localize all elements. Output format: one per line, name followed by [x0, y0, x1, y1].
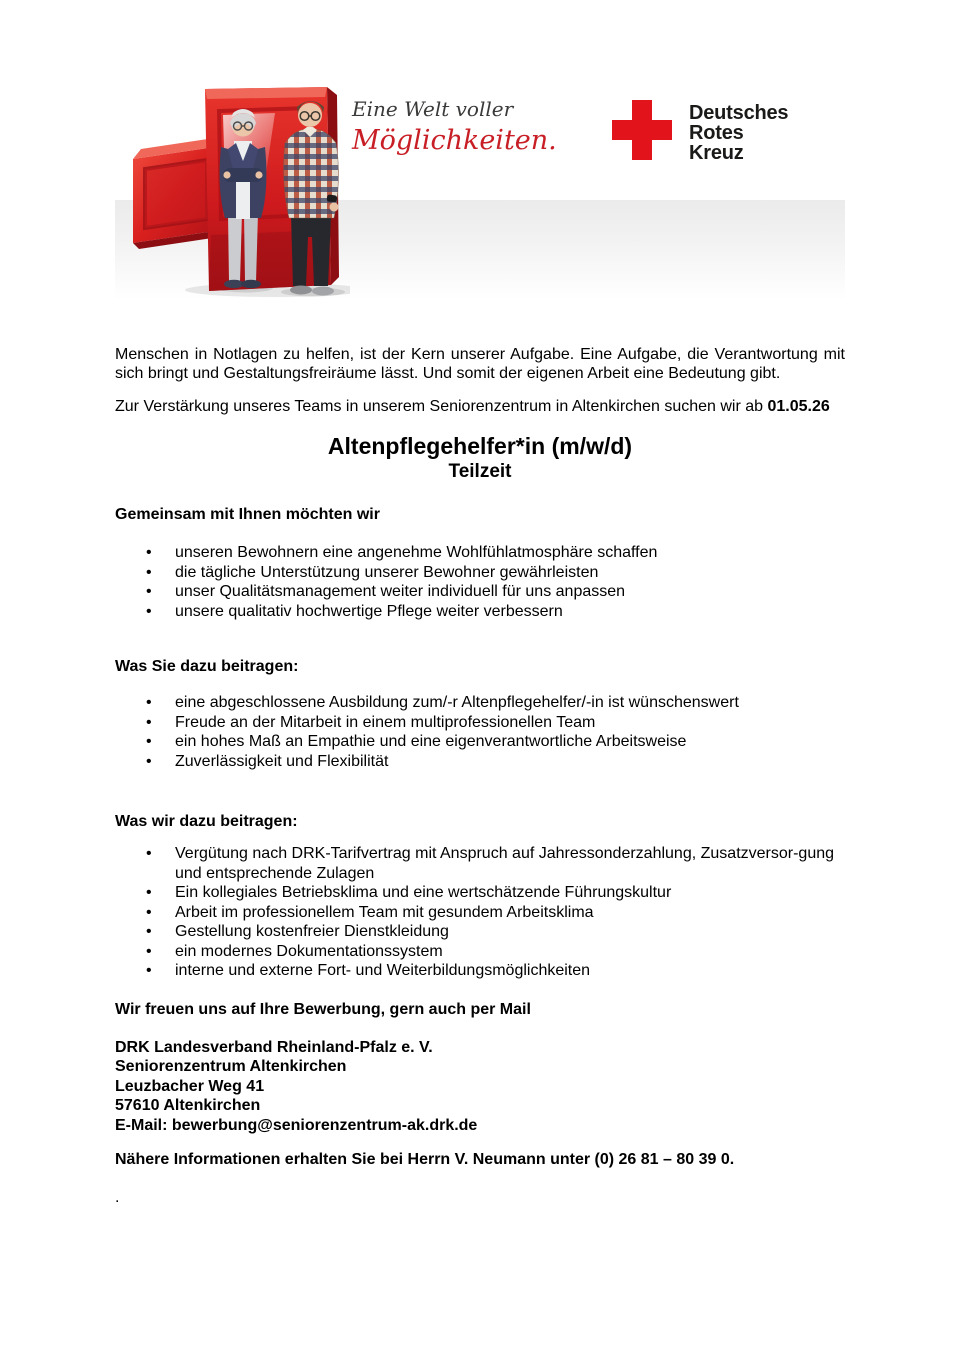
section-heading: Was wir dazu beitragen:	[115, 813, 298, 830]
bullet-item: • Gestellung kostenfreier Dienstkleidung	[115, 922, 845, 942]
campaign-slogan	[352, 97, 557, 157]
slogan-line-2: Möglichkeiten.	[352, 125, 557, 156]
job-title: Altenpflegehelfer*in (m/w/d)	[327, 433, 633, 459]
logo-word-1: Deutsches	[689, 102, 789, 124]
bullet-item: • unsere qualitativ hochwertige Pflege weiter verbessern	[115, 602, 845, 622]
hero-photo-illustration	[115, 85, 350, 300]
address-line-facility: Seniorenzentrum Altenkirchen	[115, 1058, 347, 1075]
bullet-item: • unseren Bewohnern eine angenehme Wohlfühlatmosphäre schaffen	[115, 543, 845, 563]
section-gemeinsam	[115, 505, 845, 621]
document-content	[115, 85, 845, 1207]
start-date: 01.05.26	[767, 398, 830, 415]
logo-word-2: Rotes	[689, 122, 744, 144]
address-line-organization: DRK Landesverband Rheinland-Pfalz e. V.	[115, 1038, 433, 1056]
contact-address-block	[115, 1038, 845, 1136]
contact-info-line: Nähere Informationen erhalten Sie bei Herrn V. Neumann unter (0) 26 81 – 80 39 0.	[115, 1151, 735, 1168]
bullet-list	[115, 693, 845, 771]
vacancy-paragraph	[115, 397, 845, 416]
bullet-item: • eine abgeschlossene Ausbildung zum/-r Altenpflegehelfer/-in ist wünschenswert	[115, 693, 845, 713]
job-subtitle: Teilzeit	[448, 461, 512, 482]
bullet-item: • Ein kollegiales Betriebsklima und eine wertschätzende Führungskultur	[115, 883, 845, 903]
bullet-list	[115, 844, 845, 981]
logo-word-3: Kreuz	[689, 142, 744, 164]
address-line-city: 57610 Altenkirchen	[115, 1097, 261, 1114]
hero-header	[115, 85, 845, 300]
trailing-period: .	[115, 1189, 120, 1206]
vacancy-text: Zur Verstärkung unseres Teams in unserem Seniorenzentrum in Altenkirchen suchen wir ab	[115, 398, 764, 415]
bullet-item: • Zuverlässigkeit und Flexibilität	[115, 752, 845, 772]
bullet-item: • ein modernes Dokumentationssystem	[115, 942, 845, 962]
bullet-list	[115, 543, 845, 621]
intro-paragraph: Menschen in Notlagen zu helfen, ist der Kern unserer Aufgabe. Eine Aufgabe, die Verantwortung mit sich bringt und Gestaltungsfreiräume lässt. Und somit der eigenen Arbeit eine Bedeutung gibt.	[115, 346, 845, 382]
address-line-street: Leuzbacher Weg 41	[115, 1077, 265, 1095]
bullet-item: • interne und externe Fort- und Weiterbildungsmöglichkeiten	[115, 961, 845, 981]
drk-logo-text	[689, 99, 788, 163]
section-heading: Gemeinsam mit Ihnen möchten wir	[115, 506, 380, 523]
section-was-sie-beitragen	[115, 657, 845, 771]
bullet-item: • Arbeit im professionellem Team mit gesundem Arbeitsklima	[115, 903, 845, 923]
bullet-item: • die tägliche Unterstützung unserer Bewohner gewährleisten	[115, 563, 845, 583]
application-invite: Wir freuen uns auf Ihre Bewerbung, gern auch per Mail	[115, 1000, 531, 1018]
section-heading: Was Sie dazu beitragen:	[115, 658, 299, 675]
bullet-item: • ein hohes Maß an Empathie und eine eigenverantwortliche Arbeitsweise	[115, 732, 845, 752]
drk-logo	[612, 99, 788, 163]
bullet-item: • Freude an der Mitarbeit in einem multiprofessionellen Team	[115, 713, 845, 733]
bullet-item: • Vergütung nach DRK-Tarifvertrag mit Anspruch auf Jahressonderzahlung, Zusatzversor-gung und entsprechende Zulagen	[115, 844, 845, 883]
red-cross-icon	[612, 100, 672, 160]
slogan-line-1: Eine Welt voller	[352, 97, 514, 121]
section-was-wir-beitragen	[115, 812, 845, 981]
address-line-email: E-Mail: bewerbung@seniorenzentrum-ak.drk.de	[115, 1116, 478, 1134]
bullet-item: • unser Qualitätsmanagement weiter individuell für uns anpassen	[115, 582, 845, 602]
